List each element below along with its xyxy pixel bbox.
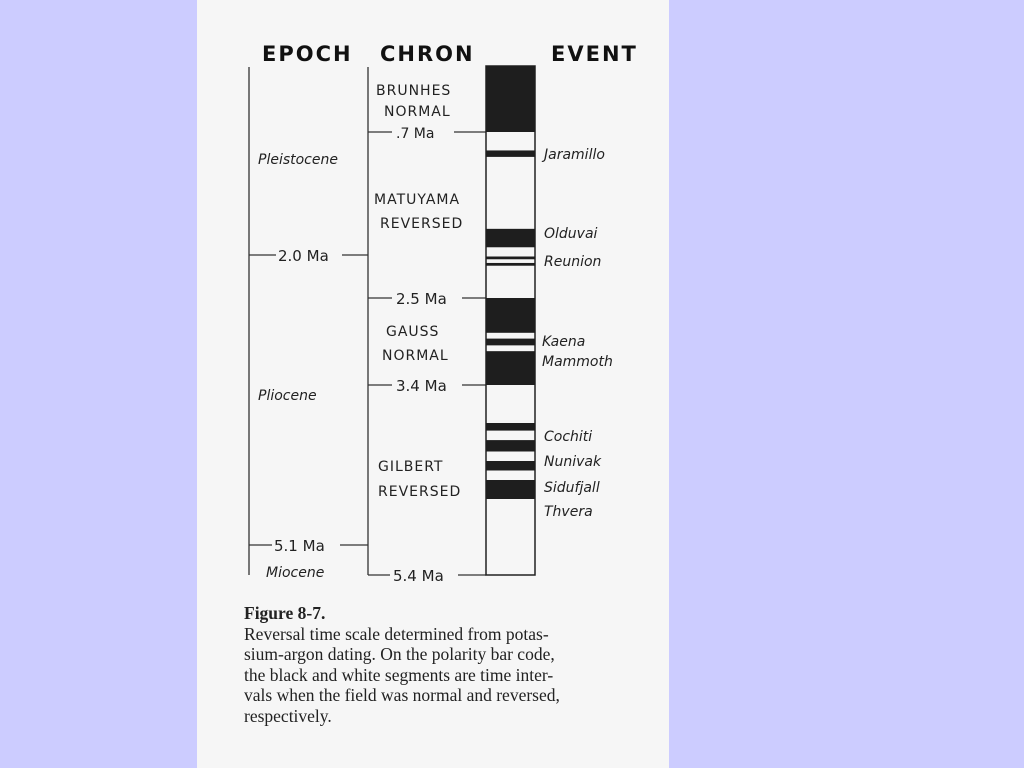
- event-label: Sidufjall: [544, 480, 600, 496]
- chron-boundary-label: 2.5 Ma: [396, 290, 447, 308]
- event-label: Mammoth: [542, 354, 613, 370]
- event-label: Nunivak: [544, 454, 602, 470]
- event-label: Thvera: [544, 504, 593, 520]
- normal-polarity-band: [486, 229, 535, 247]
- chron-polarity: REVERSED: [378, 484, 462, 500]
- chron-name: MATUYAMA: [374, 192, 461, 208]
- epoch-boundary-label: 2.0 Ma: [278, 247, 329, 265]
- caption-title: Figure 8-7.: [244, 603, 326, 623]
- epoch-header: EPOCH: [262, 42, 353, 66]
- chron-polarity: NORMAL: [384, 104, 451, 120]
- epoch-label: Pliocene: [258, 388, 317, 404]
- caption-line: the black and white segments are time inter-: [244, 664, 554, 685]
- normal-polarity-band: [486, 66, 535, 132]
- normal-polarity-band: [486, 461, 535, 471]
- event-label: Olduvai: [544, 226, 598, 242]
- event-label: Cochiti: [544, 429, 593, 445]
- caption-line: respectively.: [244, 705, 332, 726]
- normal-polarity-band: [486, 339, 535, 346]
- event-label: Jaramillo: [544, 147, 605, 163]
- normal-polarity-band: [486, 150, 535, 156]
- chron-boundary-label: 5.4 Ma: [393, 567, 444, 585]
- chron-polarity: REVERSED: [380, 216, 464, 232]
- epoch-label: Pleistocene: [258, 152, 338, 168]
- caption-line: sium-argon dating. On the polarity bar code,: [244, 644, 555, 665]
- chron-name: GILBERT: [378, 459, 444, 475]
- epoch-label: Miocene: [266, 565, 325, 581]
- chron-boundary-label: .7 Ma: [396, 126, 435, 142]
- event-label: Reunion: [544, 254, 602, 270]
- chron-name: GAUSS: [386, 324, 440, 340]
- polarity-bar-bands: [486, 66, 535, 499]
- normal-polarity-band: [486, 480, 535, 499]
- caption-line: Reversal time scale determined from potas-: [244, 623, 549, 644]
- chron-boundary-label: 3.4 Ma: [396, 377, 447, 395]
- normal-polarity-band: [486, 440, 535, 451]
- chron-name: BRUNHES: [376, 83, 452, 99]
- epoch-boundary-label: 5.1 Ma: [274, 537, 325, 555]
- event-header: EVENT: [551, 42, 638, 66]
- chron-header: CHRON: [380, 42, 475, 66]
- normal-polarity-band: [486, 351, 535, 385]
- normal-polarity-band: [486, 263, 535, 266]
- event-label: Kaena: [542, 334, 586, 350]
- normal-polarity-band: [486, 423, 535, 431]
- caption-line: vals when the field was normal and reversed,: [244, 685, 560, 706]
- normal-polarity-band: [486, 257, 535, 260]
- normal-polarity-band: [486, 298, 535, 333]
- chron-polarity: NORMAL: [382, 348, 449, 364]
- figure-caption: [244, 603, 664, 727]
